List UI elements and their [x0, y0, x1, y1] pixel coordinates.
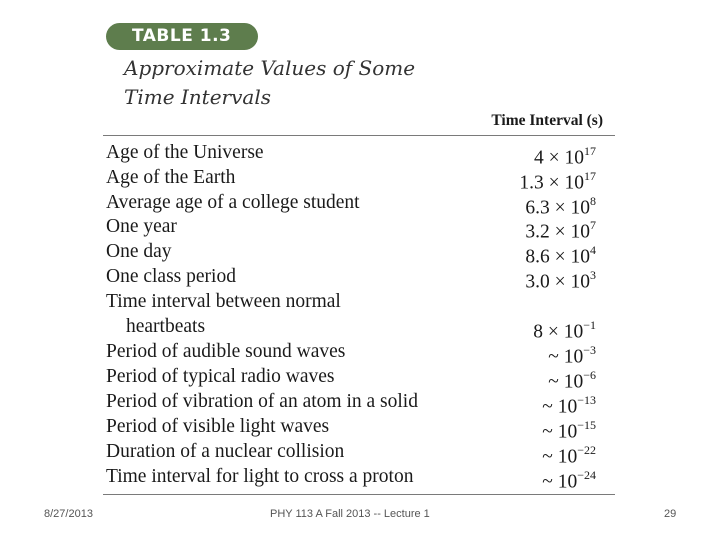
row-label: Time interval between normal: [106, 291, 341, 312]
row-label: Time interval for light to cross a proton: [106, 466, 414, 487]
table-row: [106, 339, 596, 368]
table-row: [106, 389, 596, 418]
caption-line-2: Time Intervals: [124, 85, 271, 109]
footer-date: 8/27/2013: [44, 508, 93, 520]
row-value: $8 \times 10^{-1}$: [533, 318, 596, 343]
table-row: [106, 439, 596, 468]
table-number-badge: TABLE 1.3: [106, 23, 258, 50]
row-label: Period of visible light waves: [106, 416, 330, 437]
row-value: ~ $10^{-3}$: [548, 343, 596, 368]
row-value: ~ $10^{-6}$: [548, 368, 596, 393]
table-row: [106, 414, 596, 443]
row-label: Age of the Universe: [106, 142, 264, 163]
table-row: [106, 464, 596, 493]
table-row: [106, 140, 596, 169]
row-value: $4 \times 10^{17}$: [534, 144, 596, 169]
table-row: [106, 264, 596, 293]
table-row: [106, 165, 596, 194]
row-value: $1.3 \times 10^{17}$: [519, 169, 596, 194]
table-caption: [124, 54, 424, 112]
row-label: Period of vibration of an atom in a solid: [106, 391, 418, 412]
row-value: ~ $10^{-13}$: [542, 393, 596, 418]
caption-line-1: Approximate Values of Some: [124, 56, 416, 80]
row-label: One year: [106, 216, 177, 237]
row-value: $3.2 \times 10^7$: [525, 218, 596, 243]
row-label: Age of the Earth: [106, 167, 236, 188]
row-value: ~ $10^{-15}$: [542, 418, 596, 443]
row-label: Duration of a nuclear collision: [106, 441, 345, 462]
row-label-continuation: heartbeats: [126, 316, 206, 337]
table-row: [106, 239, 596, 268]
row-label: Average age of a college student: [106, 192, 360, 213]
row-value: $8.6 \times 10^4$: [525, 243, 596, 268]
row-label: One day: [106, 241, 172, 262]
row-value: ~ $10^{-22}$: [542, 443, 596, 468]
table-row: [106, 214, 596, 243]
table-bottom-rule: [103, 494, 615, 495]
table-row-continuation: [106, 314, 596, 343]
column-header-time-interval: Time Interval (s): [491, 112, 603, 129]
table-top-rule: [103, 135, 615, 136]
row-label: Period of audible sound waves: [106, 341, 346, 362]
table-row: [106, 289, 596, 314]
row-value: ~ $10^{-24}$: [542, 468, 596, 493]
row-value: $3.0 \times 10^3$: [525, 268, 596, 293]
footer-course-title: PHY 113 A Fall 2013 -- Lecture 1: [270, 508, 430, 520]
footer-page-number: 29: [664, 508, 677, 520]
row-label: Period of typical radio waves: [106, 366, 335, 387]
table-row: [106, 364, 596, 393]
table-row: [106, 190, 596, 219]
row-value: $6.3 \times 10^8$: [525, 194, 596, 219]
row-label: One class period: [106, 266, 236, 287]
